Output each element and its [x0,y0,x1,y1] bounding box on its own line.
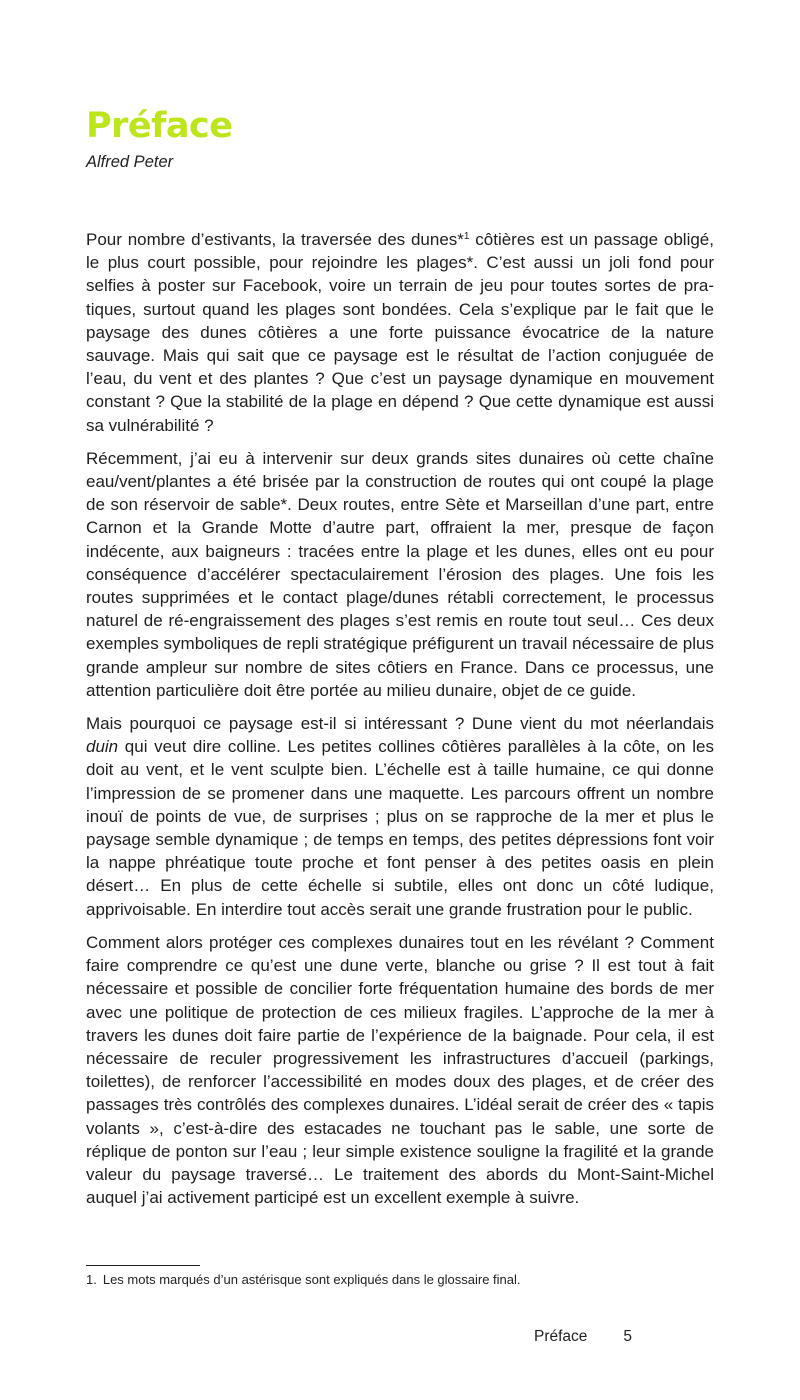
footnote-reference[interactable]: 1 [463,231,470,242]
footnote-divider [86,1265,200,1266]
body-text [86,228,714,1219]
paragraph-text: Mais pourquoi ce paysage est-il si intéressant ? Dune vient du mot néerlandais [86,714,714,734]
footnote-text: Les mots marqués d’un astérisque sont expliqués dans le glossaire final. [102,1272,521,1287]
running-title: Préface [534,1328,588,1345]
page-footer [534,1328,632,1346]
paragraph [86,228,714,437]
paragraph-text: qui veut dire colline. Les petites collines côtières parallèles à la côte, on les doit au vent, et le vent sculpte bien. L’échelle est à taille humaine, ce qui donne l’impression de se promener dans une maquette. Les parcours offrent un nombre inouï de points de vue, de surprises ; plus on se rapproche de la mer et plus le paysage semble dynamique ; de temps en temps, des petites dépressions font voir la nappe phréatique toute proche et font penser à des petites oasis en plein désert… En plus de cette échelle si subtile, elles ont donc un côté ludique, apprivoisable. En interdire tout accès serait une grande frustration pour le public. [86,737,714,919]
author-name: Alfred Peter [86,153,174,171]
paragraph [86,712,714,921]
paragraph: Comment alors protéger ces complexes dunaires tout en les révélant ? Comment faire comprendre ce qu’est une dune verte, blanche ou grise ? Il est tout à fait nécessaire et possible de concilier forte fréquentation humaine des bords de mer avec une politique de protection de ces milieux fragiles. L’approche de la mer à travers les dunes doit faire partie de l’expérience de la baignade. Pour cela, il est nécessaire de reculer progressivement les infrastructures d’accueil (parkings, toilettes), de renforcer l’accessibilité en modes doux des plages, et de créer des passages très contrôlés des complexes dunaires. L’idéal serait de créer des « tapis volants », c’est-à-dire des estacades ne touchant pas le sable, une sorte de réplique de ponton sur l’eau ; leur simple existence souligne la fragilité et la grande valeur du paysage traversé… Le traitement des abords du Mont-Saint-Michel auquel j’ai activement participé est un excellent exemple à suivre. [86,932,714,1208]
footnote [86,1272,521,1287]
paragraph-text: Pour nombre d’estivants, la traversée des dunes* [86,230,464,249]
italic-term: duin [86,737,119,757]
page-number: 5 [623,1328,633,1345]
paragraph-text: côtières est un passage obligé, le plus court possible, pour rejoindre les plages*. C’est aussi un joli fond pour selfies à poster sur Facebook, voire un terrain de jeu pour toutes sortes de pratiques, surtout quand les plages sont bondées. Cela s’explique par le fait que le paysage des dunes côtières a une forte puissance évocatrice de la nature sauvage. Mais qui sait que ce paysage est le résultat de l’action conjuguée de l’eau, du vent et des plantes ? Que c’est un paysage dynamique en mouvement constant ? Que la stabilité de la plage en dépend ? Que cette dynamique est aussi sa vulnérabilité ? [86,230,714,435]
page-title: Préface [86,106,233,146]
footnote-number: 1. [86,1272,97,1287]
paragraph: Récemment, j’ai eu à intervenir sur deux grands sites dunaires où cette chaîne eau/vent/plantes a été brisée par la construction de routes qui ont coupé la plage de son réservoir de sable*. Deux routes, entre Sète et Marseillan d’une part, entre Carnon et la Grande Motte d’autre part, offraient la mer, presque de façon indécente, aux baigneurs : tracées entre la plage et les dunes, elles ont eu pour conséquence d’accélérer spectaculairement l’érosion des plages. Une fois les routes supprimées et le contact plage/dunes rétabli correctement, le processus naturel de ré-engraissement des plages s’est remis en route tout seul… Ces deux exemples symboliques de repli stratégique préfigurent un travail nécessaire de plus grande ampleur sur nombre de sites côtiers en France. Dans ce processus, une attention particulière doit être portée au milieu dunaire, objet de ce guide. [86,448,714,700]
